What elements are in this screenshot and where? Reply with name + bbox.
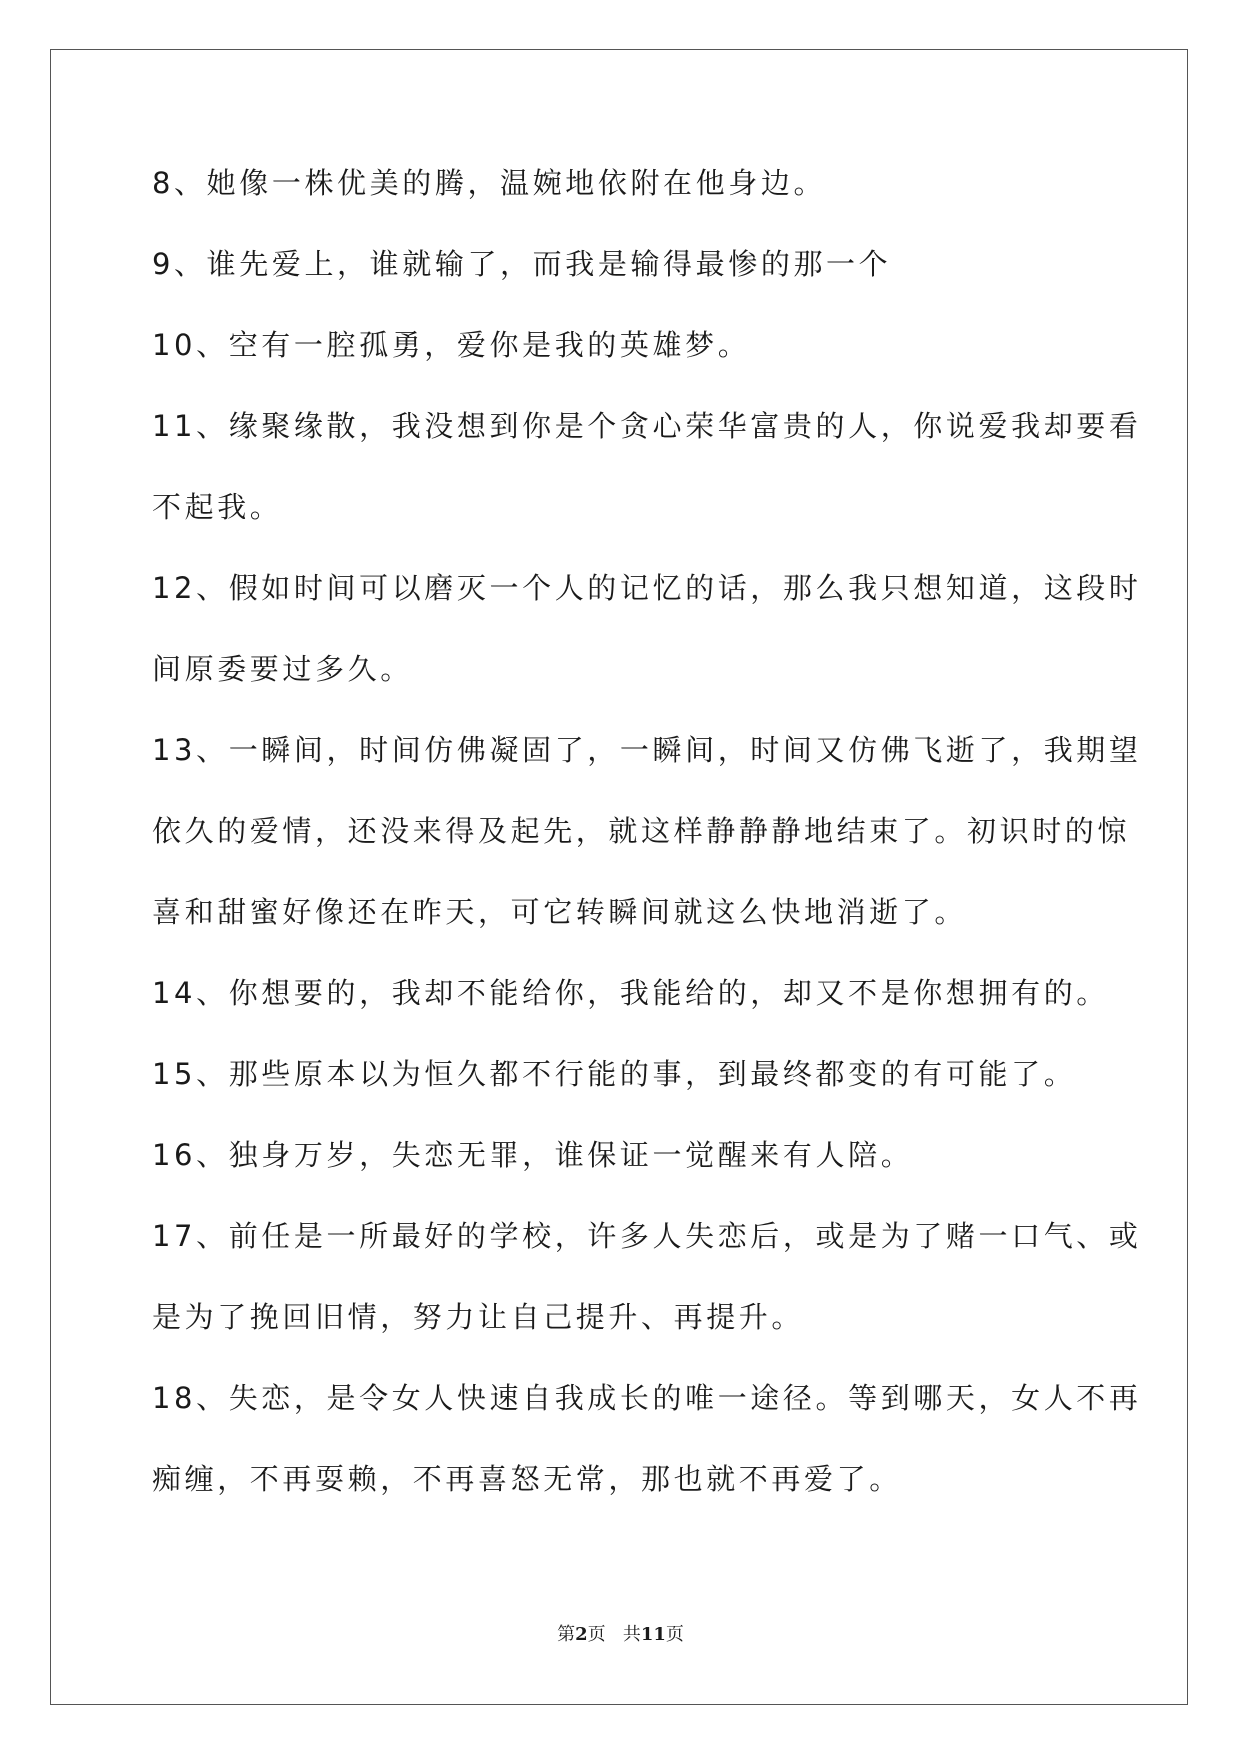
text-line: 18、失恋，是令女人快速自我成长的唯一途径。等到哪天，女人不再	[152, 1381, 1142, 1415]
text-line: 15、那些原本以为恒久都不行能的事，到最终都变的有可能了。	[152, 1057, 1077, 1091]
page-number: 2	[575, 1624, 588, 1645]
text-line: 8、她像一株优美的腾，温婉地依附在他身边。	[152, 166, 827, 200]
page-border	[50, 49, 1188, 1705]
text-line: 12、假如时间可以磨灭一个人的记忆的话，那么我只想知道，这段时	[152, 571, 1142, 605]
text-line: 14、你想要的，我却不能给你，我能给的，却又不是你想拥有的。	[152, 976, 1109, 1010]
text-line: 11、缘聚缘散，我没想到你是个贪心荣华富贵的人，你说爱我却要看	[152, 409, 1142, 443]
page-footer	[0, 1620, 1241, 1646]
page-label-prefix: 第	[557, 1624, 576, 1645]
text-line: 13、一瞬间，时间仿佛凝固了，一瞬间，时间又仿佛飞逝了，我期望	[152, 733, 1142, 767]
total-label-suffix: 页	[665, 1624, 684, 1645]
text-line: 16、独身万岁，失恋无罪，谁保证一觉醒来有人陪。	[152, 1138, 914, 1172]
text-line: 10、空有一腔孤勇，爱你是我的英雄梦。	[152, 328, 751, 362]
text-line: 9、谁先爱上，谁就输了，而我是输得最惨的那一个	[152, 247, 892, 281]
text-line: 依久的爱情，还没来得及起先，就这样静静静地结束了。初识时的惊	[152, 814, 1131, 848]
text-line: 是为了挽回旧情，努力让自己提升、再提升。	[152, 1300, 805, 1334]
text-line: 痴缠，不再耍赖，不再喜怒无常，那也就不再爱了。	[152, 1462, 902, 1496]
total-pages: 11	[640, 1624, 666, 1645]
total-label-prefix: 共	[622, 1624, 641, 1645]
text-line: 喜和甜蜜好像还在昨天，可它转瞬间就这么快地消逝了。	[152, 895, 968, 929]
text-line: 不起我。	[152, 490, 283, 524]
text-line: 间原委要过多久。	[152, 652, 413, 686]
text-line: 17、前任是一所最好的学校，许多人失恋后，或是为了赌一口气、或	[152, 1219, 1142, 1253]
page-label-suffix: 页	[587, 1624, 606, 1645]
